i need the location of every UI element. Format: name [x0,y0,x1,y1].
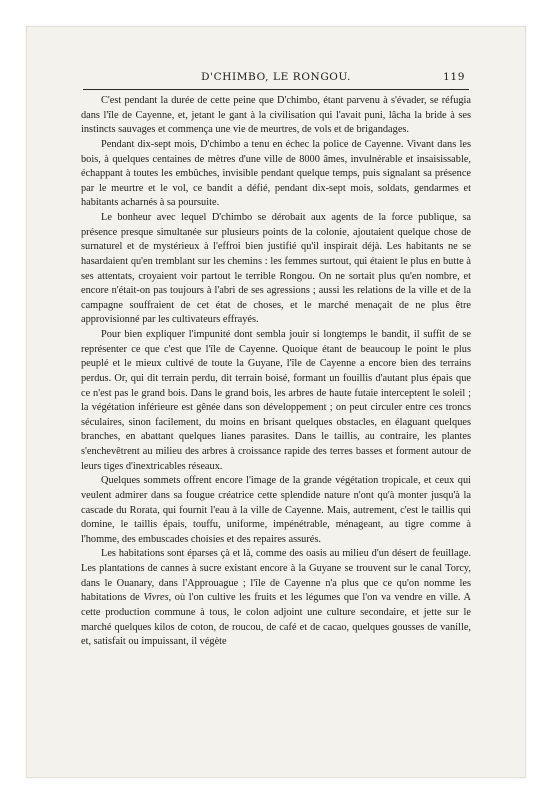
body-text [81,94,471,650]
book-page [26,26,526,778]
paragraph-4: Pour bien expliquer l'impunité dont sembla jouir si longtemps le bandit, il suffit de se représenter ce que c'est que l'île de Cayenne. Quoique étant de beaucoup le point le plus peuplé et le mieux cultivé de toute la Guyane, l'île de Cayenne a encore bien des terrains perdus. Or, qui dit terrain perdu, dit terrain boisé, formant un fouillis d'autant plus épais que ce n'est pas le grand bois. Dans le grand bois, les arbres de haute futaie interceptent le soleil ; la végétation inférieure est gênée dans son développement ; on peut circuler entre ces troncs séculaires, sinon facilement, du moins en brisant quelques obstacles, en élaguant quelques branches, en abattant quelques lianes parasites. Dans le taillis, au contraire, les plantes s'enchevêtrent au milieu des arbres à croissance rapide des terres basses et forment autour de leurs tiges d'inextricables réseaux. [81,329,471,472]
running-head [87,71,465,87]
paragraph-6: Les habitations sont éparses çà et là, comme des oasis au milieu d'un désert de feuillage. Les plantations de cannes à sucre existant encore à la Guyane se trouvent sur le canal Torcy, dans le Ouanary, dans l'Approuague ; l'île de Cayenne n'a plus que ce qu'on nomme les habitations de Vivres, où l'on cultive les fruits et les légumes que l'on va vendre en ville. A cette production commune à tous, le colon adjoint une culture secondaire, et jette sur le marché quelques kilos de coton, de roucou, de café et de cacao, quelques gousses de vanille, et, satisfait ou impuissant, il végète [81,548,471,648]
page-number: 119 [443,71,465,83]
paragraph-1: C'est pendant la durée de cette peine que D'chimbo, étant parvenu à s'évader, se réfugia dans l'île de Cayenne, et, jetant le gant à la civilisation qui l'avait puni, lâcha la bride à ses instincts sauvages et commença une vie de meurtres, de vols et de brigandages. [81,95,471,136]
paragraph-3: Le bonheur avec lequel D'chimbo se dérobait aux agents de la force publique, sa présence presque simultanée sur plusieurs points de la colonie, ajoutaient quelque chose de surnaturel et de mystérieux à l'effroi bien justifié qu'il inspirait déjà. Les habitants ne se hasardaient qu'en tremblant sur les chemins : les femmes surtout, qui étaient le plus en butte à ses attentats, croyaient voir partout le terrible Rongou. On ne sortait plus qu'en nombre, et encore n'était-on pas toujours à l'abri de ses agressions ; aussi les relations de la ville et de la campagne souffraient de cet état de choses, et le marché menaçait de ne plus être approvisionné par les cultivateurs effrayés. [81,212,471,326]
paragraph-5: Quelques sommets offrent encore l'image de la grande végétation tropicale, et ceux qui veulent admirer dans sa fougue créatrice cette splendide nature n'ont qu'à monter jusqu'à la cascade du Rorata, qui fournit l'eau à la ville de Cayenne. Mais, autrement, c'est le taillis qui domine, le taillis épais, touffu, uniforme, impénétrable, ménageant, au tigre comme à l'homme, des embuscades choisies et des repaires assurés. [81,475,471,545]
running-title: D'CHIMBO, LE RONGOU. [201,71,351,83]
header-rule [83,89,469,90]
paragraph-2: Pendant dix-sept mois, D'chimbo a tenu en échec la police de Cayenne. Vivant dans les bois, à quelques centaines de mètres d'une ville de 8000 âmes, invulnérable et insaisissable, échappant à toutes les embûches, invisible pendant quelque temps, puis signalant sa présence par le meurtre et le vol, ce bandit a défié, pendant dix-sept mois, soldats, gendarmes et habitants acharnés à sa poursuite. [81,138,471,209]
